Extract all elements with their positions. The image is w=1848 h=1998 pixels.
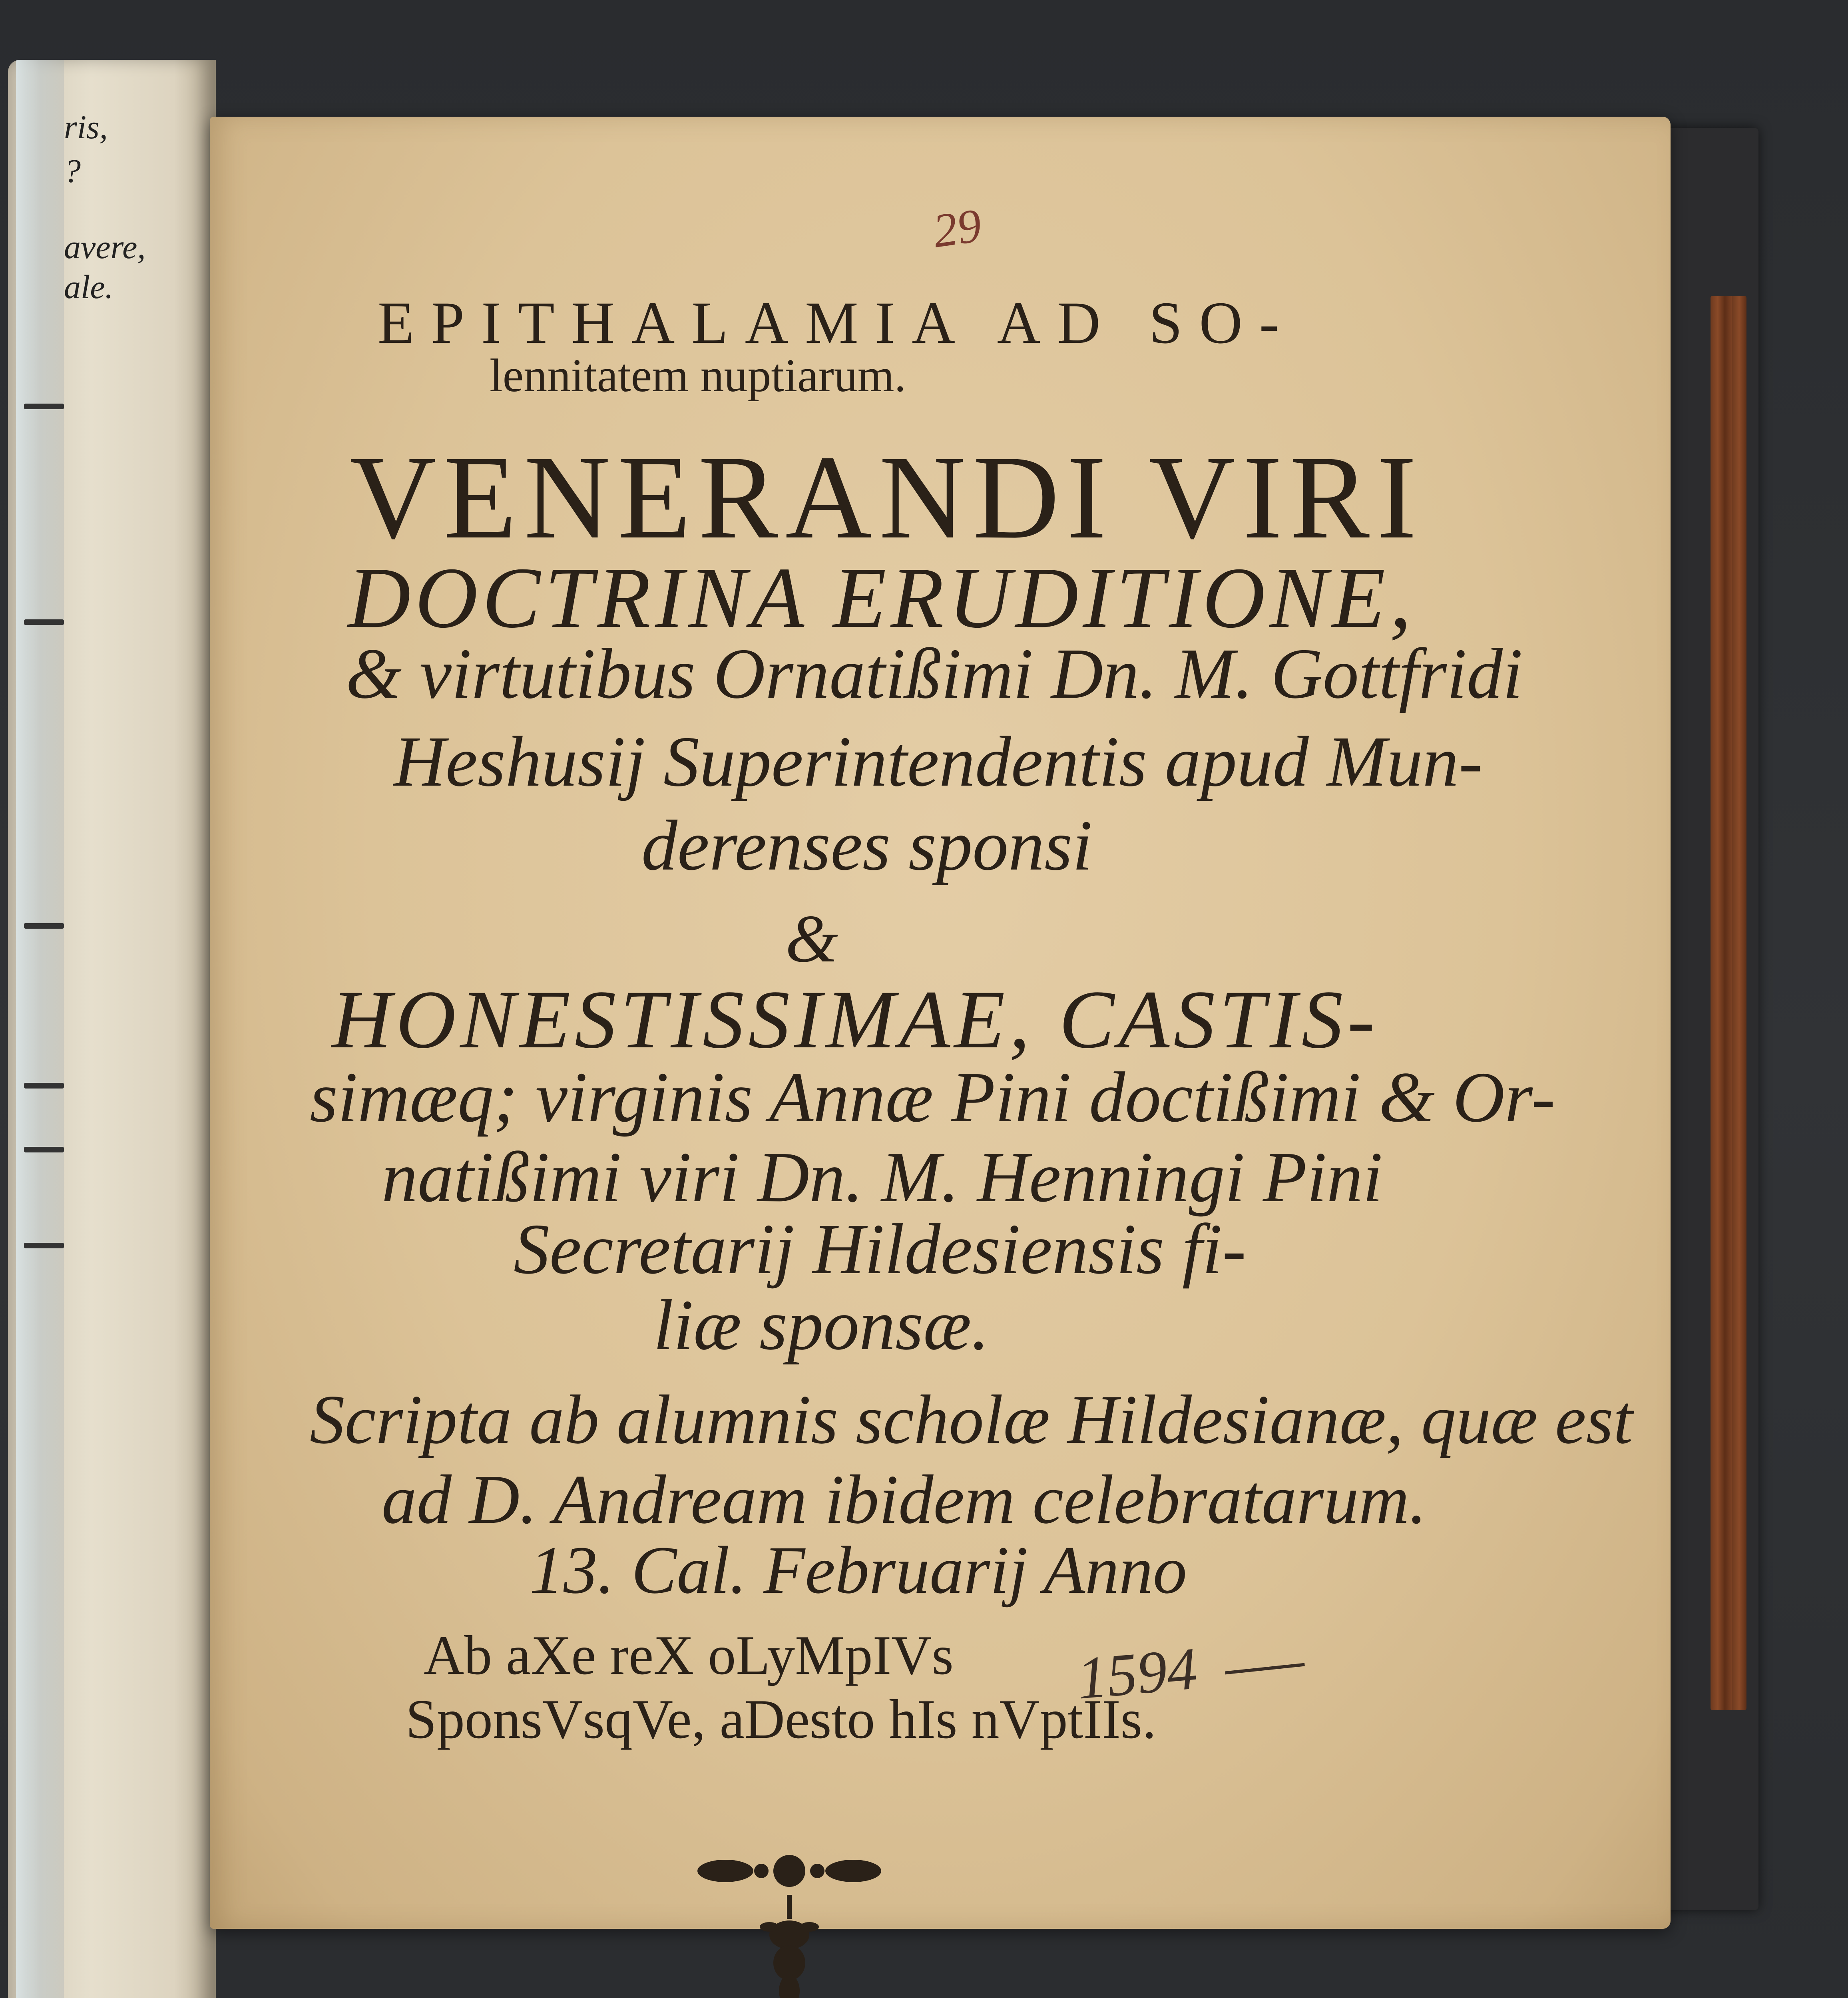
glass-plate <box>16 60 64 1998</box>
handwritten-year: 1594 <box>1074 1635 1200 1712</box>
printers-ornament-icon <box>689 1847 889 1998</box>
title-page <box>210 117 1671 1929</box>
bride-line-1: HONESTISSIMAE, CASTIS- <box>332 973 1379 1065</box>
edge-text-3: avere, <box>64 229 146 266</box>
bride-line-2: simæq; virginis Annæ Pini doctißimi & Or- <box>310 1057 1555 1137</box>
edge-mark <box>24 619 64 625</box>
edge-text-4: ale. <box>64 269 114 306</box>
edge-mark <box>24 404 64 409</box>
edge-mark <box>24 1147 64 1152</box>
chronogram-line-2: SponsVsqVe, aDesto hIs nVptIIs. <box>406 1688 1157 1750</box>
cover-leather <box>1711 296 1746 1710</box>
handwritten-dash <box>1225 1663 1305 1675</box>
edge-mark <box>24 1243 64 1248</box>
bride-line-5: liæ sponsæ. <box>653 1285 990 1365</box>
title-line-5: derenses sponsi <box>641 806 1093 885</box>
ampersand: & <box>785 901 838 976</box>
edge-text-2: ? <box>64 153 81 190</box>
title-line-3: & virtutibus Ornatißimi Dn. M. Gottfridi <box>346 634 1523 713</box>
title-line-4: Heshusij Superintendentis apud Mun- <box>394 722 1483 801</box>
bride-line-3: natißimi viri Dn. M. Henningi Pini <box>382 1137 1383 1217</box>
folio-number: 29 <box>930 198 985 258</box>
edge-mark <box>24 1083 64 1089</box>
edge-text-1: ris, <box>64 109 108 146</box>
scripta-line-1: Scripta ab alumnis scholæ Hildesianæ, quæ est <box>310 1381 1633 1458</box>
header-line-2: lennitatem nuptiarum. <box>490 349 906 402</box>
title-line-1: VENERANDI VIRI <box>350 431 1424 563</box>
scripta-line-3: 13. Cal. Februarij Anno <box>530 1532 1187 1608</box>
title-line-2: DOCTRINA ERUDITIONE, <box>348 550 1416 646</box>
previous-page-edge <box>8 60 216 1998</box>
header-line-1: EPITHALAMIA AD SO- <box>378 290 1296 356</box>
edge-mark <box>24 923 64 929</box>
bride-line-4: Secretarij Hildesiensis fi- <box>514 1209 1247 1289</box>
scripta-line-2: ad D. Andream ibidem celebratarum. <box>382 1461 1427 1538</box>
chronogram-line-1: Ab aXe reX oLyMpIVs <box>424 1624 954 1686</box>
